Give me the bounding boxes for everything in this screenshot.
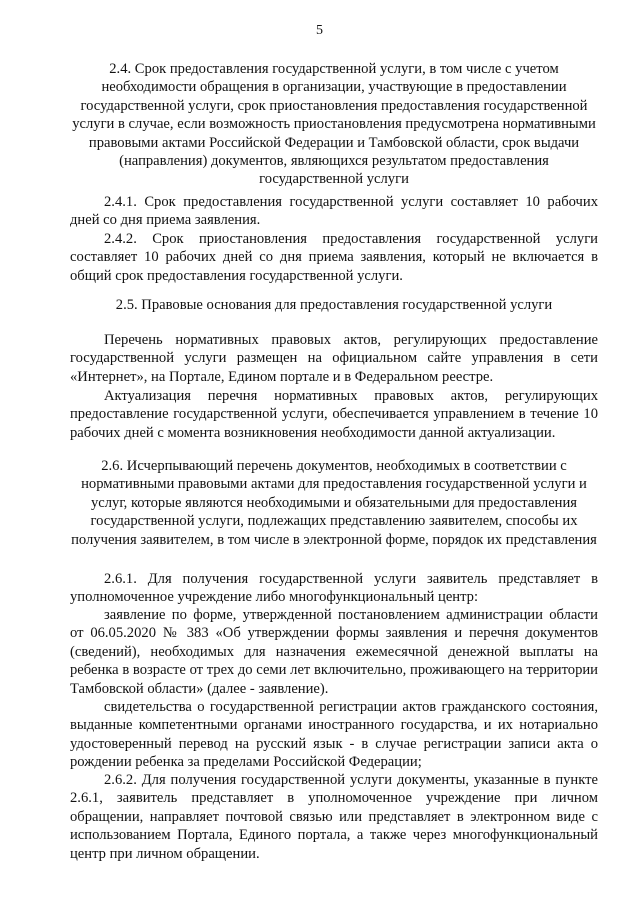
paragraph-2-4-2: 2.4.2. Срок приостановления предоставления государственной услуги составляет 10 рабочих дней со дня приема заявления, который не включается в общий срок предоставления государственной услуги.: [70, 231, 598, 284]
paragraph-2-6-1: 2.6.1. Для получения государственной услуги заявитель представляет в уполномоченное учреждение либо многофункциональный центр:: [70, 571, 598, 606]
paragraph-2-6-2: 2.6.2. Для получения государственной услуги документы, указанные в пункте 2.6.1, заявитель представляет в уполномоченное учреждение при личном обращении, направляет почтовой связью или представляет в электронном виде с использованием Портала, Единого портала, а также через многофункциональный центр при личном обращении.: [70, 772, 598, 862]
paragraph-2-4-1: 2.4.1. Срок предоставления государственной услуги составляет 10 рабочих дней со дня приема заявления.: [70, 194, 598, 229]
section-2-4-heading: 2.4. Срок предоставления государственной услуги, в том числе с учетом необходимости обращения в организации, участвующие в предоставлении государственной услуги, срок приостановления предоставления государственной услуги в случае, если возможность приостановления предусмотрена нормативными правовыми актами Российской Федерации и Тамбовской области, срок выдачи (направления) документов, являющихся результатом предоставления государственной услуги: [72, 61, 596, 188]
section-2-5-paragraph-list: Перечень нормативных правовых актов, регулирующих предоставление государственной услуги размещен на официальном сайте управления в сети «Интернет», на Портале, Едином портале и в Федеральном реестре.: [70, 332, 598, 385]
page-number: 5: [316, 23, 323, 38]
section-2-5-paragraph-update: Актуализация перечня нормативных правовых актов, регулирующих предоставление государственной услуги, обеспечивается управлением в течение 10 рабочих дней с момента возникновения необходимости данной актуализации.: [70, 388, 598, 441]
section-2-5-heading: 2.5. Правовые основания для предоставления государственной услуги: [115, 297, 553, 313]
paragraph-certificates: свидетельства о государственной регистрации актов гражданского состояния, выданные компетентными органами иностранного государства, и их нотариально удостоверенный перевод на русский язык - в случае регистрации записи акта о рождении ребенка за пределами Российской Федерации;: [70, 699, 598, 771]
section-2-6-heading: 2.6. Исчерпывающий перечень документов, необходимых в соответствии с нормативными правовыми актами для предоставления государственной услуги и услуг, которые являются необходимыми и обязательными для предоставления государственной услуги, подлежащих представлению заявителем, способы их получения заявителем, в том числе в электронной форме, порядок их представления: [71, 458, 597, 548]
paragraph-application-form: заявление по форме, утвержденной постановлением администрации области от 06.05.2020 № 383 «Об утверждении формы заявления и перечня документов (сведений), необходимых для назначения ежемесячной денежной выплаты на ребенка в возрасте от трех до семи лет включительно, проживающего на территории Тамбовской области» (далее - заявление).: [70, 607, 598, 697]
